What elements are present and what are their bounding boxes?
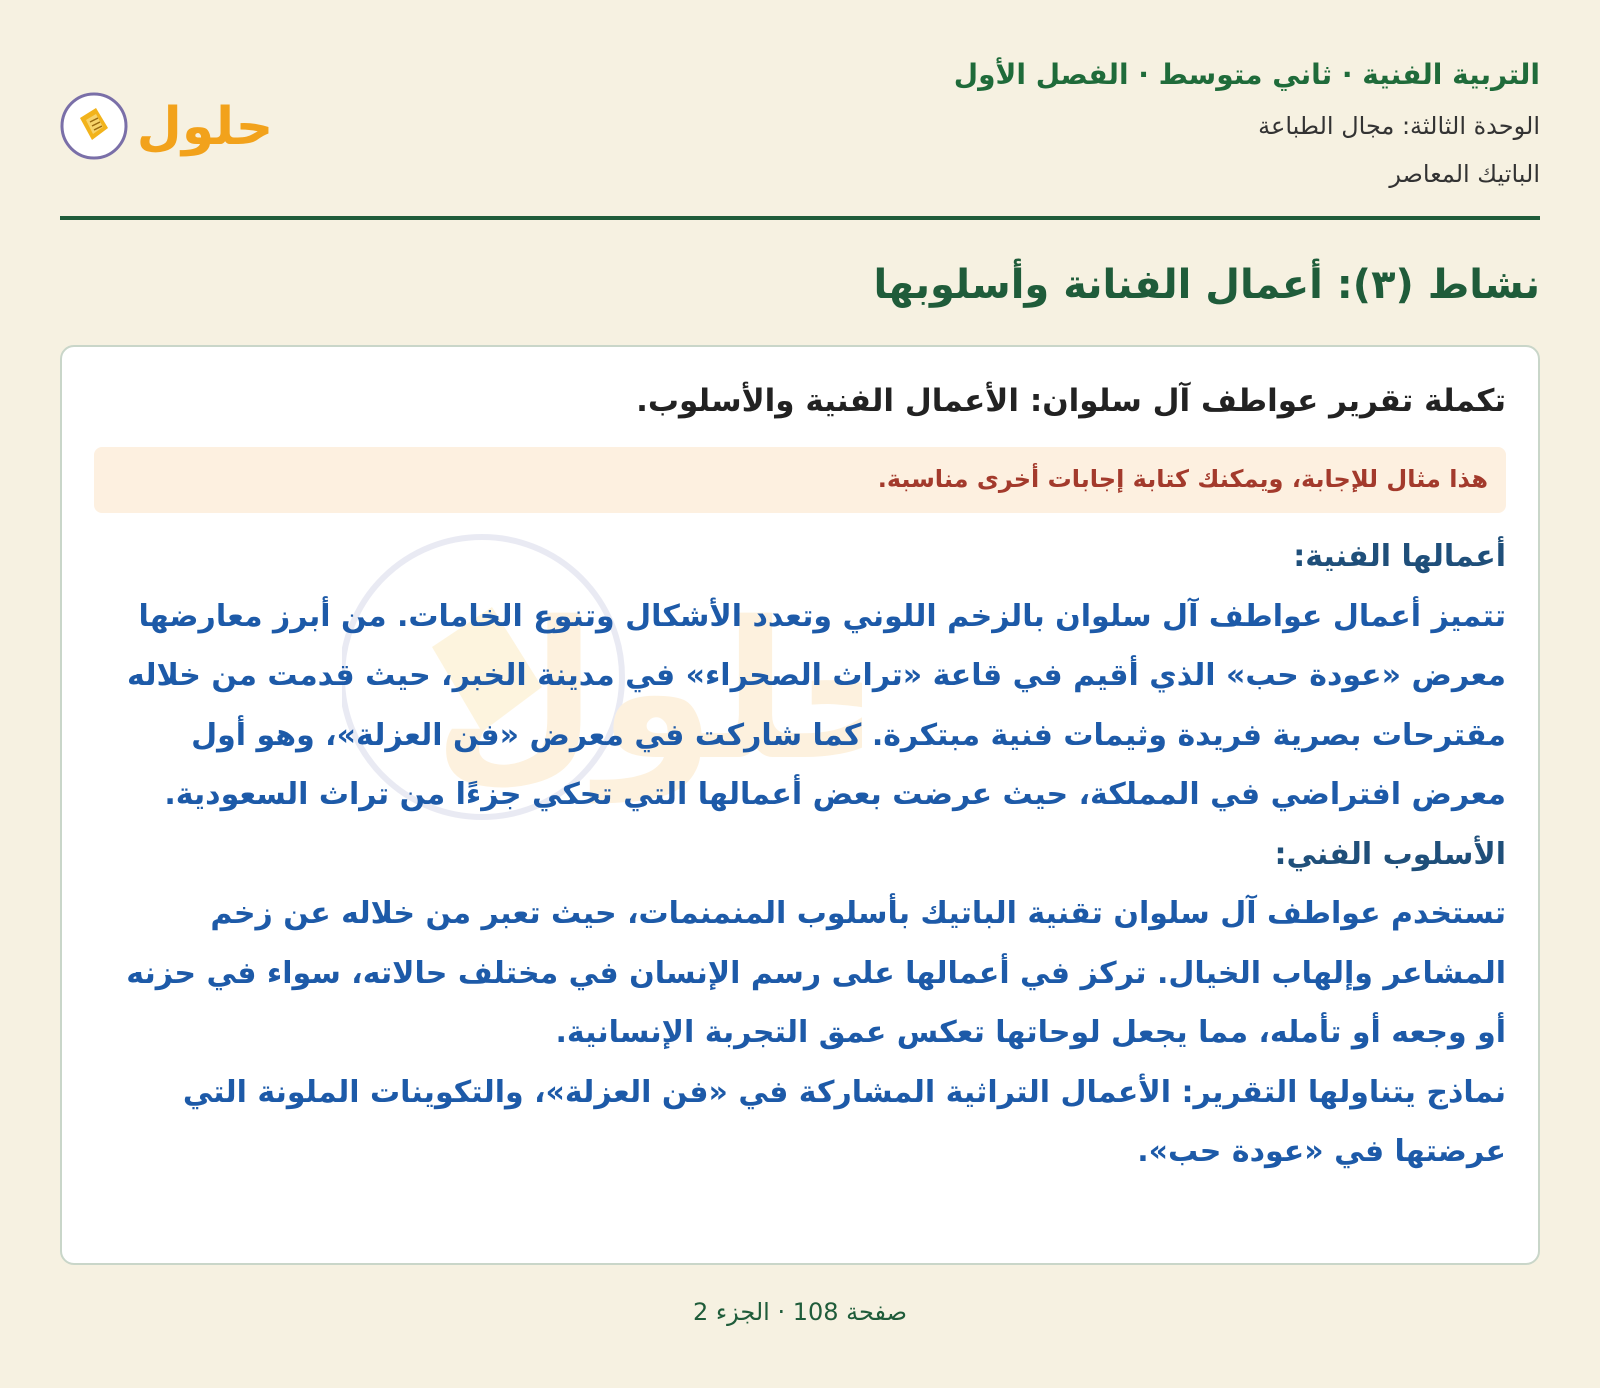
style-heading: الأسلوب الفني: (1274, 836, 1506, 872)
page-footer: صفحة 108 · الجزء 2 (692, 1298, 908, 1326)
example-note (94, 447, 1506, 513)
examples-paragraph: نماذج يتناولها التقرير: الأعمال التراثية المشاركة في «فن العزلة»، والتكوينات الملونة التي عرضتها في «عودة حب». (182, 1074, 1506, 1169)
answer-body (94, 527, 1506, 1182)
svg-text:حلول: لول (432, 581, 795, 802)
hulul-logo (60, 78, 280, 168)
works-paragraph: تتميز أعمال عواطف آل سلوان بالزخم اللوني وتعدد الأشكال وتنوع الخامات. من أبرز معارضها معرض «عودة حب» الذي أقيم في قاعة «تراث الصحراء» في مدينة الخبر، حيث قدمت من خلاله مقترحات بصرية فريدة وثيمات فنية مبتكرة. كما شاركت في معرض «فن العزلة»، وهو أول معرض افتراضي في المملكة، حيث عرضت بعض أعمالها التي تحكي جزءًا من تراث السعودية. (127, 598, 1506, 812)
answer-card (60, 345, 1540, 1265)
works-heading: أعمالها الفنية: (1293, 539, 1506, 574)
svg-text:حلول: حلول (136, 97, 274, 157)
unit-title: الوحدة الثالثة: مجال الطباعة (1258, 112, 1540, 140)
style-paragraph: تستخدم عواطف آل سلوان تقنية الباتيك بأسلوب المنمنمات، حيث تعبر من خلاله عن زخم المشاعر وإلهاب الخيال. تركز في أعمالها على رسم الإنسان في مختلف حالاته، سواء في حزنه أو وجعه أو تأمله، مما يجعل لوحاتها تعكس عمق التجربة الإنسانية. (126, 896, 1506, 1050)
card-title: تكملة تقرير عواطف آل سلوان: الأعمال الفنية والأسلوب. (636, 383, 1506, 419)
page-header (60, 50, 1540, 220)
subject-title: التربية الفنية · ثاني متوسط · الفصل الأول (953, 58, 1540, 91)
logo-icon (60, 78, 280, 168)
activity-title: نشاط (٣): أعمال الفنانة وأسلوبها (873, 262, 1540, 308)
example-note-text: هذا مثال للإجابة، ويمكنك كتابة إجابات أخرى مناسبة. (877, 465, 1488, 493)
lesson-title: الباتيك المعاصر (1389, 160, 1540, 188)
